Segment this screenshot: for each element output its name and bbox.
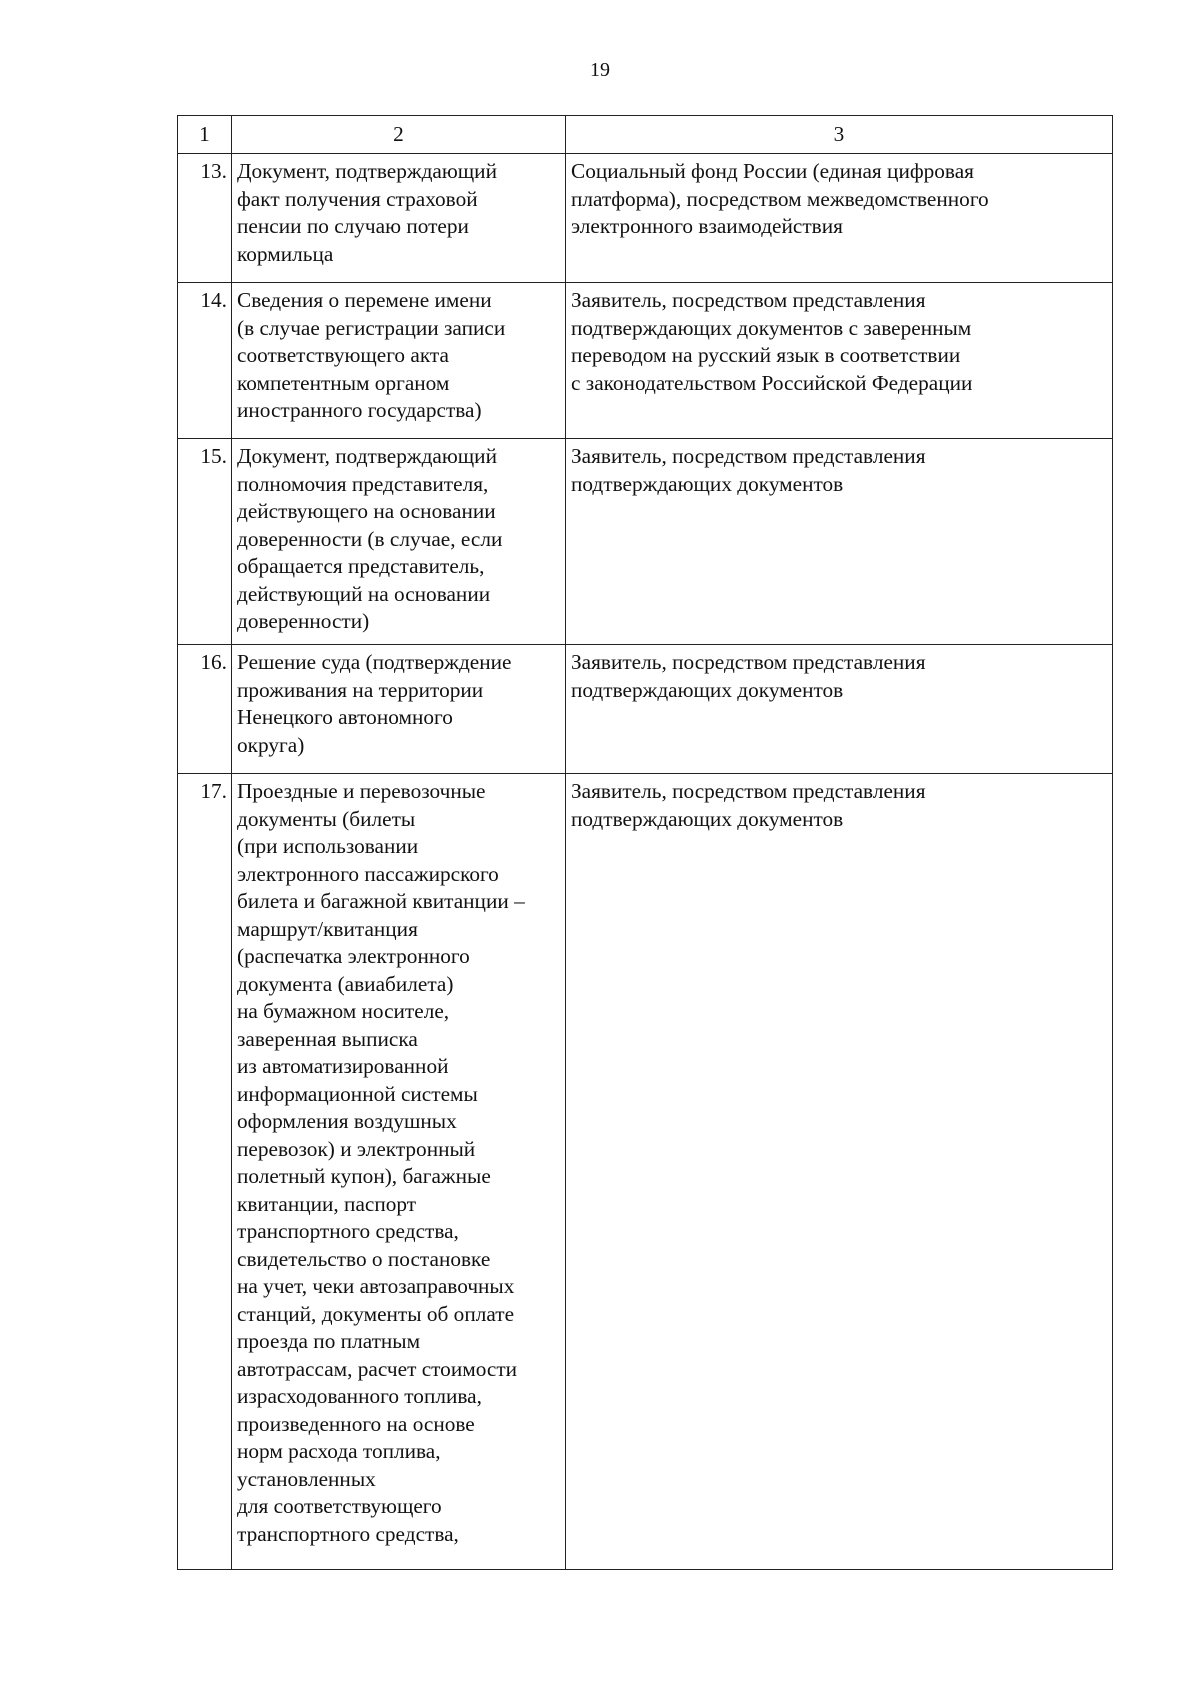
document-line: норм расхода топлива, — [237, 1439, 441, 1463]
table-row — [178, 283, 1113, 439]
document-line: на учет, чеки автозаправочных — [237, 1274, 515, 1298]
document-line: проживания на территории — [237, 677, 484, 702]
document-line: Проездные и перевозочные — [237, 779, 486, 803]
source-line: электронного взаимодействия — [571, 214, 843, 238]
header-col-3: 3 — [566, 116, 1113, 154]
document-line: кормильца — [237, 241, 334, 266]
source-line: подтверждающих документов — [571, 471, 844, 496]
document-line: транспортного средства, — [237, 1521, 459, 1546]
document-line: соответствующего акта — [237, 343, 449, 367]
document-cell — [232, 154, 566, 283]
document-line: Сведения о перемене имени — [237, 288, 492, 312]
document-line: действующий на основании — [237, 581, 491, 606]
document-line: Документ, подтверждающий — [237, 159, 497, 183]
header-col-2: 2 — [232, 116, 566, 154]
document-line: документа (авиабилета) — [237, 971, 454, 996]
document-line: факт получения страховой — [237, 186, 478, 211]
source-line: Заявитель, посредством представления — [571, 444, 926, 468]
source-line: Заявитель, посредством представления — [571, 779, 926, 803]
document-line: свидетельство о постановке — [237, 1246, 491, 1271]
row-number: 17. — [178, 774, 232, 1570]
document-line: Документ, подтверждающий — [237, 444, 497, 468]
header-col-1: 1 — [178, 116, 232, 154]
document-line: заверенная выписка — [237, 1026, 418, 1051]
document-line: действующего на основании — [237, 499, 496, 523]
document-line: электронного пассажирского — [237, 861, 499, 886]
document-cell — [232, 774, 566, 1570]
document-line: документы (билеты — [237, 806, 416, 831]
document-cell — [232, 283, 566, 439]
source-line: Заявитель, посредством представления — [571, 650, 926, 674]
document-line: маршрут/квитанция — [237, 916, 418, 941]
table-body — [178, 154, 1113, 1570]
document-line: израсходованного топлива, — [237, 1384, 482, 1408]
documents-table — [177, 115, 1113, 1570]
table-row — [178, 439, 1113, 645]
source-cell — [566, 645, 1113, 774]
document-line: установленных — [237, 1466, 376, 1491]
document-line: (при использовании — [237, 834, 419, 858]
document-line: перевозок) и электронный — [237, 1136, 476, 1161]
table-row — [178, 154, 1113, 283]
document-line: иностранного государства) — [237, 398, 482, 422]
document-cell — [232, 645, 566, 774]
document-line: (в случае регистрации записи — [237, 315, 506, 340]
document-line: доверенности) — [237, 609, 370, 633]
source-line: подтверждающих документов — [571, 806, 844, 831]
source-cell — [566, 439, 1113, 645]
document-line: информационной системы — [237, 1081, 478, 1106]
document-line: на бумажном носителе, — [237, 999, 450, 1023]
source-line: подтверждающих документов с заверенным — [571, 315, 972, 340]
source-line: Заявитель, посредством представления — [571, 288, 926, 312]
document-line: полномочия представителя, — [237, 471, 489, 496]
source-cell — [566, 154, 1113, 283]
source-cell — [566, 774, 1113, 1570]
document-line: билета и багажной квитанции – — [237, 889, 525, 913]
document-line: обращается представитель, — [237, 554, 485, 578]
document-line: округа) — [237, 732, 305, 757]
row-number: 14. — [178, 283, 232, 439]
document-line: автотрассам, расчет стоимости — [237, 1356, 518, 1381]
source-line: Социальный фонд России (единая цифровая — [571, 159, 974, 183]
table-row — [178, 645, 1113, 774]
table-header — [178, 116, 1113, 154]
row-number: 16. — [178, 645, 232, 774]
document-line: транспортного средства, — [237, 1219, 459, 1243]
document-line: Ненецкого автономного — [237, 705, 453, 729]
document-line: из автоматизированной — [237, 1054, 449, 1078]
row-number: 15. — [178, 439, 232, 645]
page-number: 19 — [590, 59, 610, 81]
document-line: пенсии по случаю потери — [237, 214, 469, 238]
document-line: квитанции, паспорт — [237, 1191, 417, 1216]
document-line: Решение суда (подтверждение — [237, 650, 512, 674]
document-line: полетный купон), багажные — [237, 1164, 491, 1188]
source-line: с законодательством Российской Федерации — [571, 370, 973, 395]
document-line: (распечатка электронного — [237, 944, 470, 968]
source-line: платформа), посредством межведомственного — [571, 186, 989, 211]
source-line: подтверждающих документов — [571, 677, 844, 702]
document-line: компетентным органом — [237, 370, 450, 395]
source-cell — [566, 283, 1113, 439]
header-row — [178, 116, 1113, 154]
row-number: 13. — [178, 154, 232, 283]
document-line: доверенности (в случае, если — [237, 526, 503, 551]
table-row — [178, 774, 1113, 1570]
source-line: переводом на русский язык в соответствии — [571, 343, 961, 367]
document-line: для соответствующего — [237, 1494, 442, 1518]
document-line: станций, документы об оплате — [237, 1301, 515, 1326]
document-line: проезда по платным — [237, 1329, 421, 1353]
document-line: оформления воздушных — [237, 1109, 457, 1133]
document-line: произведенного на основе — [237, 1411, 475, 1436]
document-cell — [232, 439, 566, 645]
